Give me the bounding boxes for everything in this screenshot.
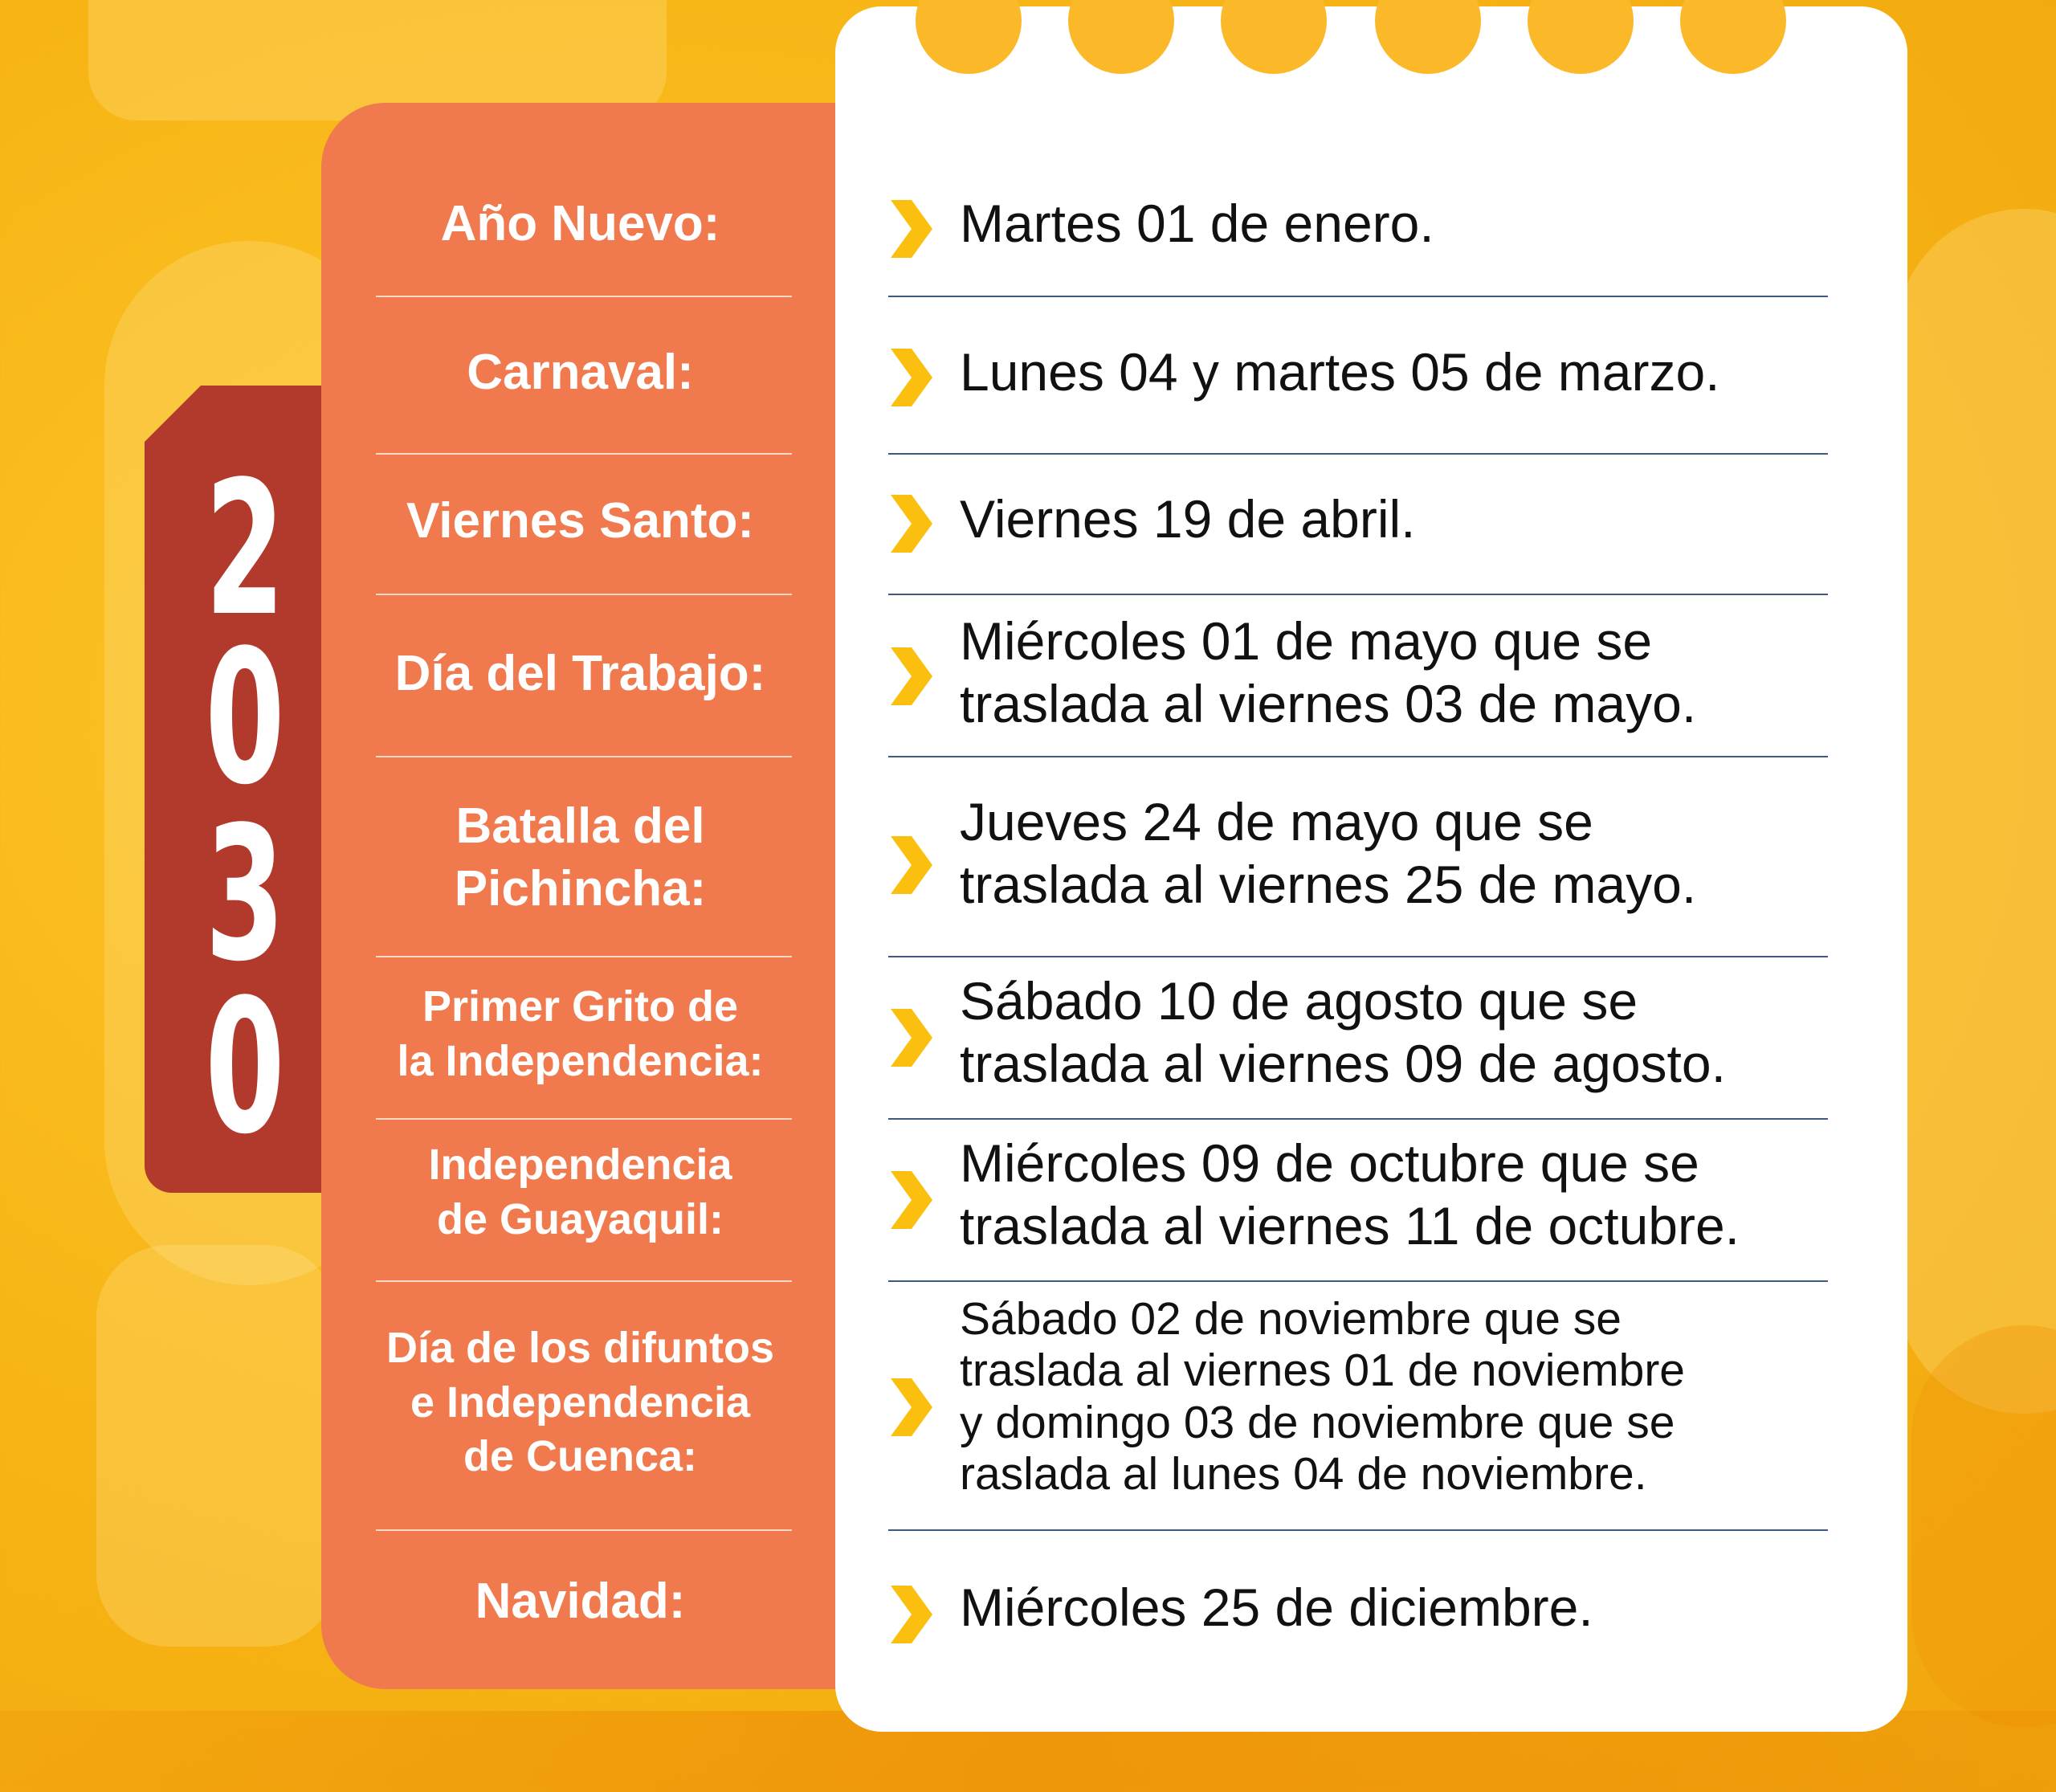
holiday-label: Navidad: [475, 1574, 686, 1629]
chevron-right-icon [887, 1582, 936, 1647]
divider [376, 594, 792, 595]
notepad-scallop [1680, 0, 1786, 74]
year-digit: 0 [205, 961, 285, 1175]
chevron-right-icon [887, 644, 936, 708]
holiday-date: Lunes 04 y martes 05 de marzo. [960, 342, 1720, 402]
year-digit: 3 [205, 788, 285, 1002]
divider [376, 453, 792, 455]
chevron-right-icon [887, 1168, 936, 1232]
year-digit: 2 [205, 443, 285, 657]
divider [376, 1529, 792, 1531]
holiday-label: Viernes Santo: [406, 493, 754, 549]
holiday-date: Sábado 10 de agosto que se traslada al viernes 09 de agosto. [960, 971, 1726, 1093]
notepad-scallop [1375, 0, 1481, 74]
chevron-right-icon [887, 345, 936, 410]
holiday-label: Año Nuevo: [440, 196, 720, 251]
holiday-date: Miércoles 01 de mayo que se traslada al viernes 03 de mayo. [960, 611, 1697, 733]
chevron-right-icon [887, 1006, 936, 1070]
notepad-scallop [1528, 0, 1634, 74]
divider [376, 956, 792, 957]
notepad-scallop [1221, 0, 1327, 74]
holiday-label: Carnaval: [467, 345, 694, 400]
notepad-scallop [916, 0, 1022, 74]
holiday-date: Sábado 02 de noviembre que se traslada al viernes 01 de noviembre y domingo 03 de noviembre que se raslada al lunes 04 de noviembre. [960, 1293, 1686, 1500]
holiday-label: Día de los difuntos e Independencia de Cuenca: [386, 1324, 775, 1480]
divider [376, 296, 792, 297]
holiday-label: Primer Grito de la Independencia: [397, 982, 764, 1085]
background-shape [96, 1245, 337, 1647]
holiday-date: Viernes 19 de abril. [960, 489, 1416, 549]
divider [376, 1118, 792, 1120]
divider [376, 756, 792, 757]
divider [888, 1280, 1828, 1282]
holiday-date: Martes 01 de enero. [960, 194, 1434, 253]
holiday-label: Día del Trabajo: [394, 646, 766, 701]
divider [888, 956, 1828, 957]
chevron-right-icon [887, 492, 936, 556]
holiday-date: Miércoles 09 de octubre que se traslada al viernes 11 de octubre. [960, 1133, 1740, 1255]
holiday-label: Independencia de Guayaquil: [428, 1141, 732, 1243]
holiday-date: Jueves 24 de mayo que se traslada al viernes 25 de mayo. [960, 792, 1697, 914]
divider [888, 756, 1828, 757]
background-shape [1895, 209, 2056, 1414]
divider [888, 1118, 1828, 1120]
holiday-date: Miércoles 25 de diciembre. [960, 1578, 1593, 1637]
divider [888, 1529, 1828, 1531]
divider [376, 1280, 792, 1282]
divider [888, 594, 1828, 595]
divider [888, 453, 1828, 455]
chevron-right-icon [887, 197, 936, 261]
notepad-scallop [1068, 0, 1174, 74]
holiday-label: Batalla del Pichincha: [454, 798, 707, 916]
chevron-right-icon [887, 1375, 936, 1439]
background-shape [1911, 1325, 2056, 1727]
chevron-right-icon [887, 833, 936, 897]
year-digit: 0 [205, 611, 285, 826]
divider [888, 296, 1828, 297]
